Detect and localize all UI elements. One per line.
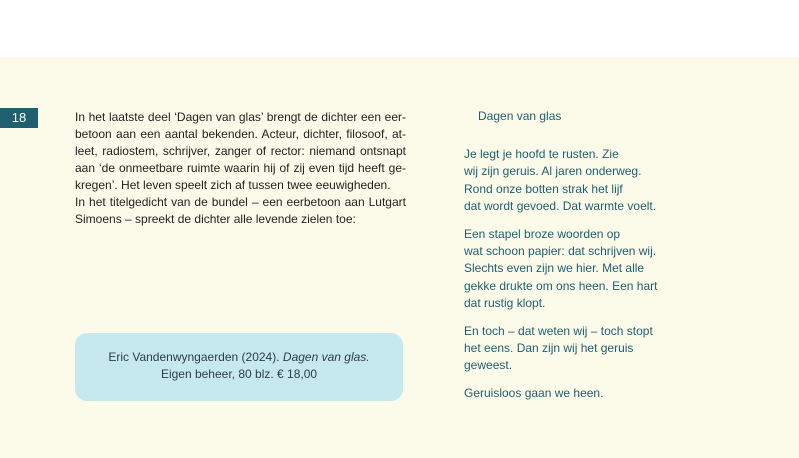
poem: [464, 146, 764, 412]
page-number: 18: [0, 108, 38, 128]
poem-stanza: [464, 323, 764, 375]
poem-line: En toch – dat weten wij – toch stopt: [464, 323, 653, 338]
citation-details: Eigen beheer, 80 blz. € 18,00: [160, 367, 318, 381]
citation-line-1: [75, 349, 403, 366]
poem-line: gekke drukte om ons heen. Een hart: [464, 278, 658, 293]
poem-line: geweest.: [464, 358, 513, 373]
poem-line: Een stapel broze woorden op: [464, 226, 621, 241]
article-line: kregen’. Het leven speelt zich af tussen twee eeuwigheden.: [75, 178, 391, 192]
poem-line: Geruisloos gaan we heen.: [464, 385, 604, 400]
poem-line: dat wordt gevoed. Dat warmte voelt.: [464, 199, 657, 214]
poem-line: Slechts even zijn we hier. Met alle: [464, 261, 645, 276]
poem-line: Je legt je hoofd te rusten. Zie: [464, 147, 619, 161]
article-line: In het titelgedicht van de bundel – een eerbetoon aan Lutgart: [75, 195, 406, 209]
poem-stanza: [464, 385, 764, 402]
article-line: Simoens – spreekt de dichter alle levende zielen toe:: [75, 212, 356, 226]
poem-line: wat schoon papier: dat schrijven wij.: [464, 244, 657, 259]
citation-title: Dagen van glas.: [282, 350, 370, 364]
article-paragraph: [75, 109, 406, 194]
poem-line: wij zijn geruis. Al jaren onderweg.: [464, 164, 642, 179]
poem-line: Rond onze botten strak het lijf: [464, 181, 623, 196]
poem-stanza: [464, 226, 764, 313]
article-line: aan ‘de onmeetbare ruimte waarin hij of zij even tijd heeft ge-: [75, 161, 406, 175]
article-paragraph: [75, 194, 406, 228]
citation-author-year: Eric Vandenwyngaerden (2024).: [108, 350, 280, 364]
poem-stanza: [464, 146, 764, 216]
article-line: leet, radiostem, schrijver, zanger of rector: niemand ontsnapt: [75, 144, 406, 158]
book-citation-box: [75, 333, 403, 401]
article-text: [75, 109, 406, 228]
poem-line: het eens. Dan zijn wij het geruis: [464, 341, 634, 356]
poem-title: Dagen van glas: [478, 109, 562, 123]
article-line: betoon aan een aantal bekenden. Acteur, dichter, filosoof, at-: [75, 127, 406, 141]
poem-line: dat rustig klopt.: [464, 296, 546, 311]
article-line: In het laatste deel ‘Dagen van glas’ brengt de dichter een eer-: [75, 110, 406, 124]
